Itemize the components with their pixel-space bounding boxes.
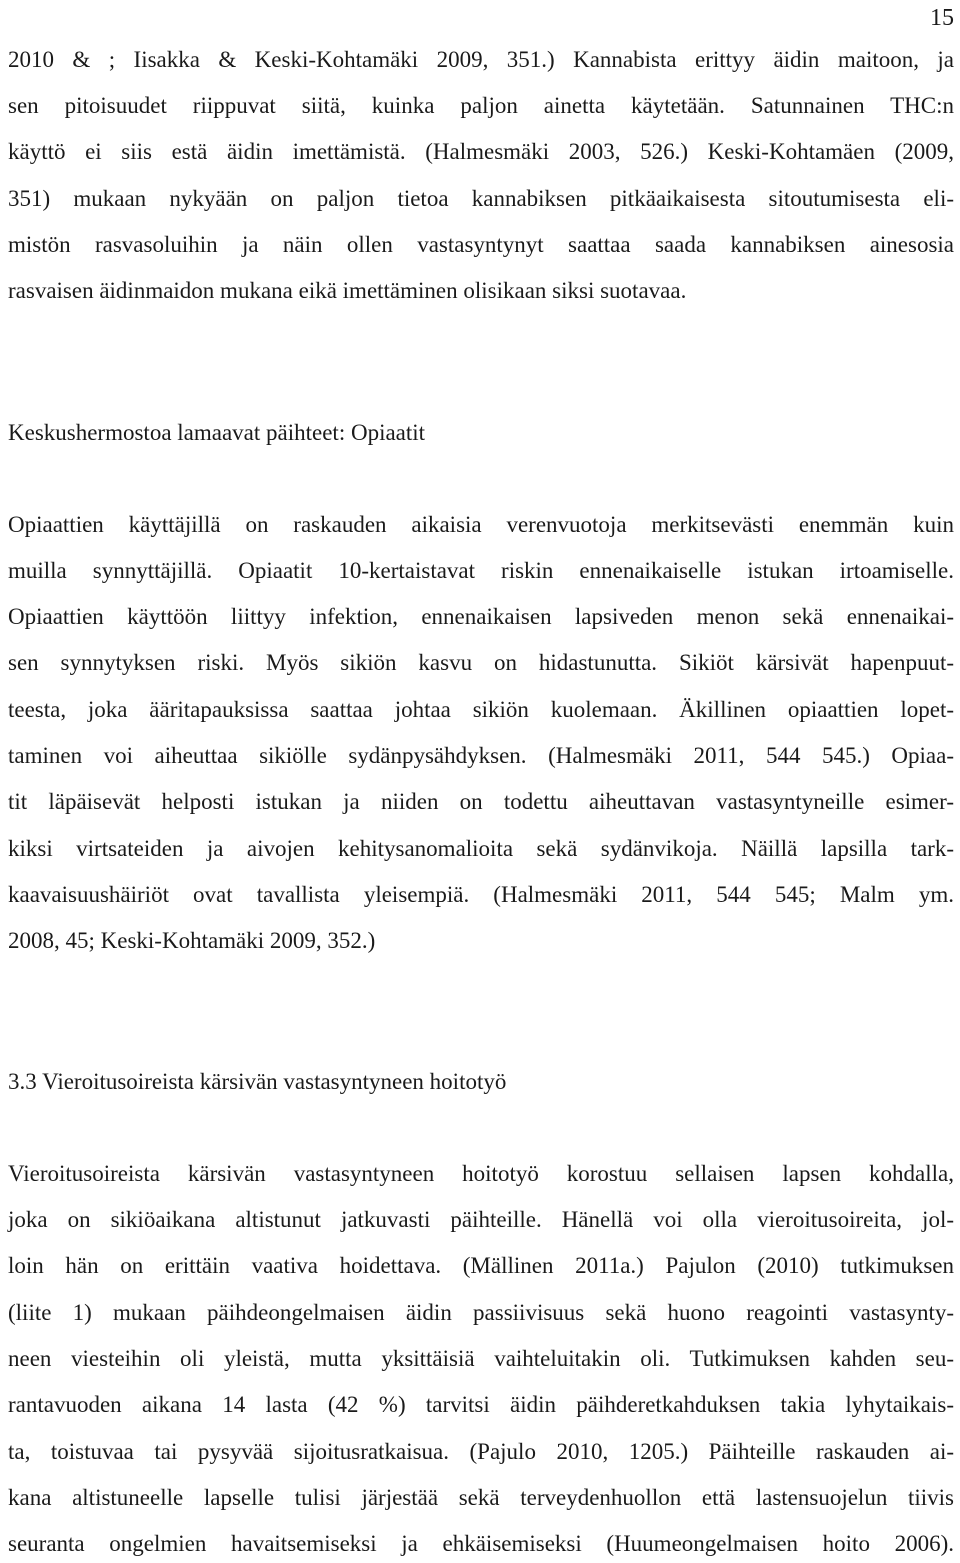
text-line: käyttö ei siis estä äidin imettämistä. (Halmesmäki 2003, 526.) Keski-Kohtamäen (2009, [8, 139, 954, 164]
text-line: sen pitoisuudet riippuvat siitä, kuinka paljon ainetta käytetään. Satunnainen THC:n [8, 93, 954, 118]
text-line: (liite 1) mukaan päihdeongelmaisen äidin passiivisuus sekä huono reagointi vastasynty- [8, 1300, 954, 1325]
text-line: teesta, joka ääritapauksissa saattaa johtaa sikiön kuolemaan. Äkillinen opiaattien lopet- [8, 697, 954, 722]
text-line: kana altistuneelle lapselle tulisi järjestää sekä terveydenhuollon että lastensuojelun tiivis [8, 1485, 954, 1510]
page-number: 15 [930, 5, 954, 31]
text-line: kaavaisuushäiriöt ovat tavallista yleisempiä. (Halmesmäki 2011, 544 545; Malm ym. [8, 882, 954, 907]
text-line: sen synnytyksen riski. Myös sikiön kasvu on hidastunutta. Sikiöt kärsivät hapenpuut- [8, 650, 954, 675]
text-line: neen viesteihin oli yleistä, mutta yksittäisiä vaihteluitakin oli. Tutkimuksen kahden seu- [8, 1346, 954, 1371]
text-line: taminen voi aiheuttaa sikiölle sydänpysähdyksen. (Halmesmäki 2011, 544 545.) Opiaa- [8, 743, 954, 768]
text-line: 2010 & ; Iisakka & Keski-Kohtamäki 2009, 351.) Kannabista erittyy äidin maitoon, ja [8, 47, 954, 72]
text-line: rantavuoden aikana 14 lasta (42 %) tarvitsi äidin päihderetkahduksen takia lyhytaikais- [8, 1392, 954, 1417]
text-line: seuranta ongelmien havaitsemiseksi ja ehkäisemiseksi (Huumeongelmaisen hoito 2006). [8, 1531, 954, 1556]
text-line: mistön rasvasoluihin ja näin ollen vastasyntynyt saattaa saada kannabiksen ainesosia [8, 232, 954, 257]
text-line: joka on sikiöaikana altistunut jatkuvasti päihteille. Hänellä voi olla vieroitusoireita, jol- [8, 1207, 954, 1232]
section-heading: 3.3 Vieroitusoireista kärsivän vastasyntyneen hoitotyö [8, 1069, 507, 1094]
text-line: 351) mukaan nykyään on paljon tietoa kannabiksen pitkäaikaisesta sitoutumisesta eli- [8, 186, 954, 211]
subheading-opiates: Keskushermostoa lamaavat päihteet: Opiaatit [8, 420, 426, 445]
text-line: Opiaattien käyttöön liittyy infektion, ennenaikaisen lapsiveden menon sekä ennenaikai- [8, 604, 954, 629]
text-line: loin hän on erittäin vaativa hoidettava. (Mällinen 2011a.) Pajulon (2010) tutkimuksen [8, 1253, 954, 1278]
text-line: Vieroitusoireista kärsivän vastasyntyneen hoitotyö korostuu sellaisen lapsen kohdalla, [8, 1161, 954, 1186]
text-line: kiksi virtsateiden ja aivojen kehitysanomalioita sekä sydänvikoja. Näillä lapsilla tark- [8, 836, 954, 861]
text-line: ta, toistuvaa tai pysyvää sijoitusratkaisua. (Pajulo 2010, 1205.) Päihteille raskauden ai- [8, 1439, 954, 1464]
text-line: muilla synnyttäjillä. Opiaatit 10-kertaistavat riskin ennenaikaiselle istukan irtoamiselle. [8, 558, 954, 583]
text-line: 2008, 45; Keski-Kohtamäki 2009, 352.) [8, 928, 376, 953]
text-line: Opiaattien käyttäjillä on raskauden aikaisia verenvuotoja merkitsevästi enemmän kuin [8, 512, 954, 537]
text-line: rasvaisen äidinmaidon mukana eikä imettäminen olisikaan siksi suotavaa. [8, 278, 687, 303]
text-line: tit läpäisevät helposti istukan ja niiden on todettu aiheuttavan vastasyntyneille esimer- [8, 789, 954, 814]
